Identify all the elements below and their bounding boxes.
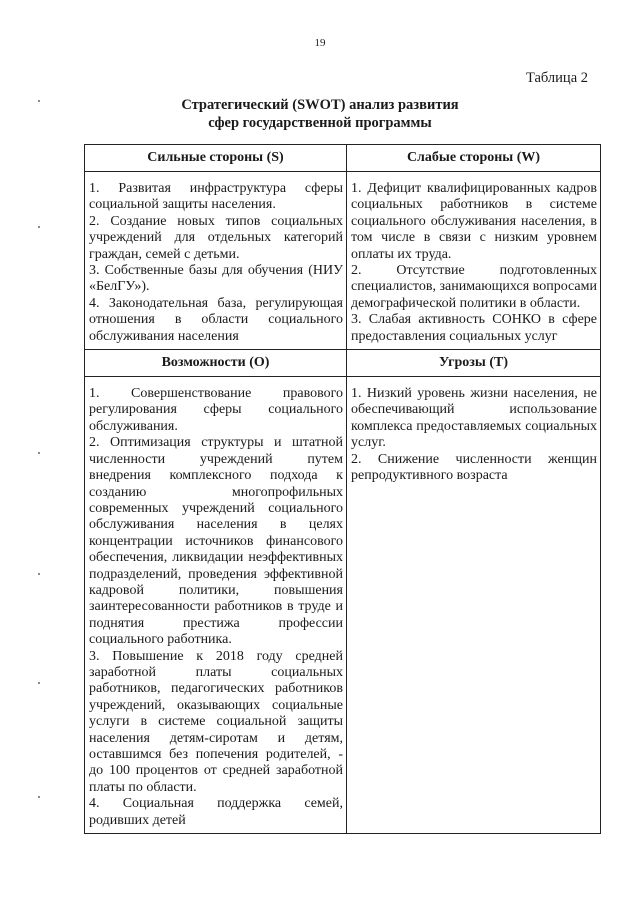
weaknesses-cell — [347, 178, 601, 350]
margin-speck — [38, 573, 40, 575]
opportunities-threats-body-row — [85, 383, 601, 833]
margin-speck — [38, 100, 40, 102]
opportunity-item: 3. Повышение к 2018 году средней заработной платы социальных работников, педагогических работников учреждений, оказывающих социальные услуги в системе социальной защиты населения детям-сиротам и детям, оставшимся без попечения родителей, - до 100 процентов от средней заработной платы по области. — [89, 648, 343, 795]
opportunities-list — [89, 386, 343, 829]
margin-speck — [38, 682, 40, 684]
margin-speck — [38, 796, 40, 798]
threats-list — [351, 386, 597, 484]
threat-item: 1. Низкий уровень жизни населения, не обеспечивающий использование комплекса предоставляемых социальных услуг. — [351, 386, 597, 451]
opportunity-item: 1. Совершенствование правового регулирования сферы социального обслуживания. — [89, 386, 343, 434]
opportunities-cell — [85, 383, 347, 833]
heading-line-2: сфер государственной программы — [208, 115, 432, 131]
strengths-weaknesses-header-row — [85, 145, 601, 172]
strength-item: 3. Собственные базы для обучения (НИУ «БелГУ»). — [89, 263, 343, 295]
opportunity-item: 4. Социальная поддержка семей, родивших детей — [89, 796, 343, 828]
margin-speck — [38, 226, 40, 228]
opportunities-header: Возможности (O) — [85, 350, 347, 377]
threat-item: 2. Снижение численности женщин репродуктивного возраста — [351, 451, 597, 484]
strengths-list — [89, 181, 343, 345]
weaknesses-header: Слабые стороны (W) — [347, 145, 601, 172]
opportunities-threats-header-row — [85, 350, 601, 377]
table-caption: Таблица 2 — [525, 70, 588, 86]
threats-cell — [347, 383, 601, 833]
strengths-weaknesses-body-row — [85, 178, 601, 350]
page-number: 19 — [314, 37, 326, 49]
document-heading — [0, 96, 640, 132]
threats-header: Угрозы (T) — [347, 350, 601, 377]
strength-item: 4. Законодательная база, регулирующая отношения в области социального обслуживания населения — [89, 295, 343, 344]
strengths-header: Сильные стороны (S) — [85, 145, 347, 172]
weakness-item: 2. Отсутствие подготовленных специалистов, занимающихся вопросами демографической политики в области. — [351, 263, 597, 311]
weakness-item: 1. Дефицит квалифицированных кадров социальных работников в системе социального обслуживания населения, в том числе в связи с низким уровнем оплаты их труда. — [351, 181, 597, 262]
strength-item: 2. Создание новых типов социальных учреждений для отдельных категорий граждан, семей с детьми. — [89, 213, 343, 262]
strengths-cell — [85, 178, 347, 350]
strength-item: 1. Развитая инфраструктура сферы социальной защиты населения. — [89, 181, 343, 213]
opportunity-item: 2. Оптимизация структуры и штатной численности учреждений путем внедрения комплексного подхода к созданию многопрофильных современных учреждений социального обслуживания населения в целях концентрации источников финансового обеспечения, ликвидации неэффективных подразделений, проведения эффективной кадровой политики, повышения заинтересованности работников в труде и поднятия престижа профессии социального работника. — [89, 435, 343, 648]
margin-speck — [38, 452, 40, 454]
weakness-item: 3. Слабая активность СОНКО в сфере предоставления социальных услуг — [351, 312, 597, 344]
swot-table — [84, 144, 601, 834]
heading-line-1: Стратегический (SWOT) анализ развития — [181, 97, 459, 113]
weaknesses-list — [351, 181, 597, 345]
